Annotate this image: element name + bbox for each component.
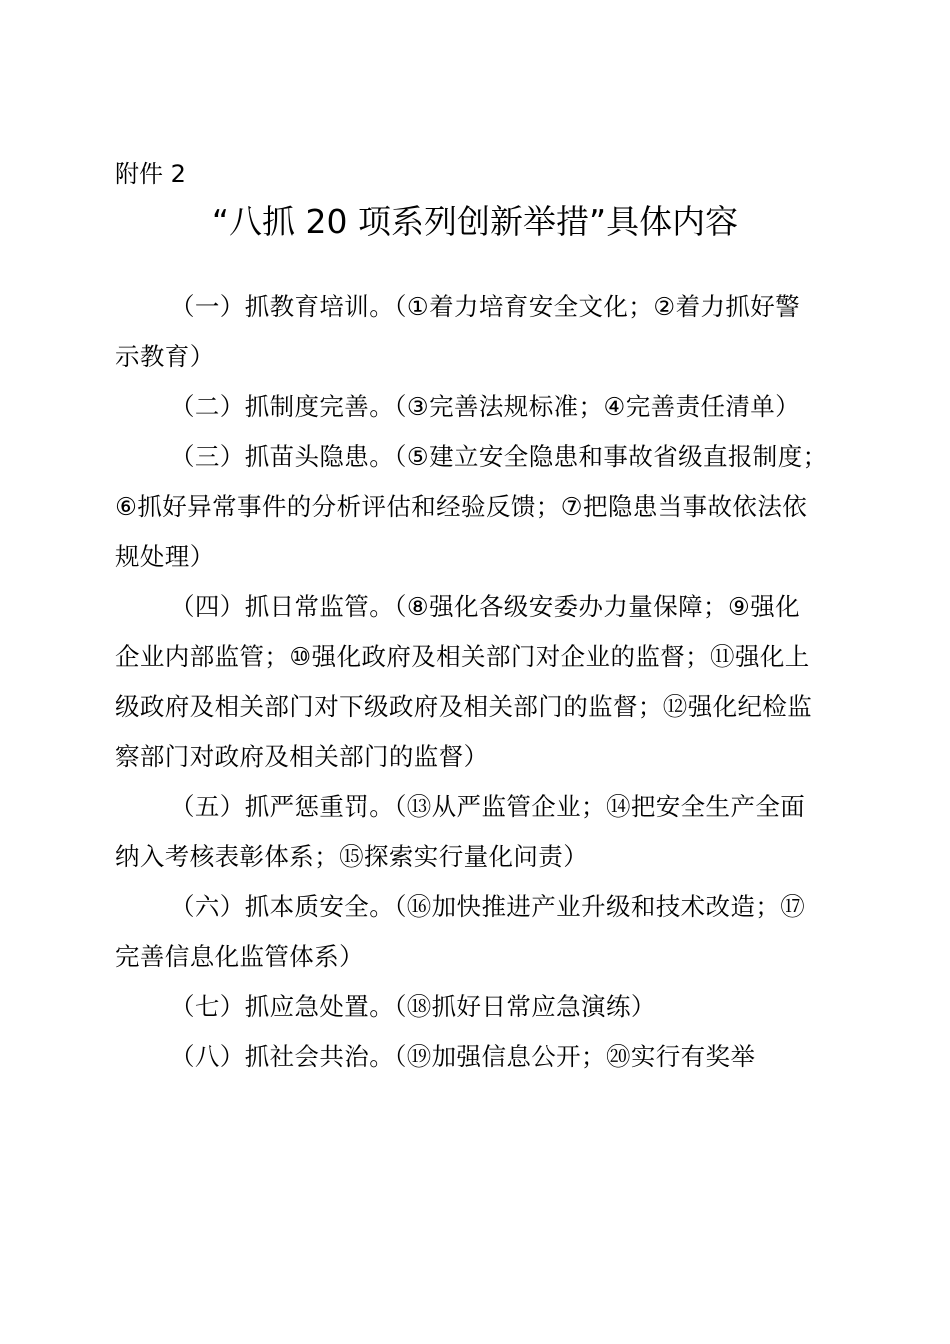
paragraph-4 (115, 582, 875, 782)
paragraph-5-line-2: 纳入考核表彰体系；⑮探索实行量化问责） (115, 842, 589, 871)
document-body (115, 282, 875, 1082)
attachment-label: 附件 2 (115, 160, 186, 188)
paragraph-1-line-1: （一）抓教育培训。（①着力培育安全文化；②着力抓好警 (170, 292, 801, 321)
paragraph-8-line-1: （八）抓社会共治。（⑲加强信息公开；⑳实行有奖举 (170, 1042, 756, 1071)
paragraph-3 (115, 432, 875, 582)
paragraph-3-line-3: 规处理） (115, 542, 215, 571)
paragraph-8 (115, 1032, 875, 1082)
paragraph-6 (115, 882, 875, 982)
paragraph-6-line-1: （六）抓本质安全。（⑯加快推进产业升级和技术改造；⑰ (170, 892, 806, 921)
paragraph-1-line-2: 示教育） (115, 342, 215, 371)
paragraph-4-line-1: （四）抓日常监管。（⑧强化各级安委办力量保障；⑨强化 (170, 592, 801, 621)
paragraph-3-line-2: ⑥抓好异常事件的分析评估和经验反馈；⑦把隐患当事故依法依 (115, 492, 808, 521)
paragraph-7 (115, 982, 875, 1032)
paragraph-1 (115, 282, 875, 382)
paragraph-5-line-1: （五）抓严惩重罚。（⑬从严监管企业；⑭把安全生产全面 (170, 792, 806, 821)
paragraph-3-line-1: （三）抓苗头隐患。（⑤建立安全隐患和事故省级直报制度； (170, 442, 828, 471)
paragraph-4-line-2: 企业内部监管；⑩强化政府及相关部门对企业的监督；⑪强化上 (115, 642, 810, 671)
paragraph-4-line-4: 察部门对政府及相关部门的监督） (115, 742, 489, 771)
document-title: “八抓 20 项系列创新举措”具体内容 (211, 202, 739, 241)
paragraph-2-line-1: （二）抓制度完善。（③完善法规标准；④完善责任清单） (170, 392, 801, 421)
paragraph-2 (115, 382, 875, 432)
paragraph-5 (115, 782, 875, 882)
paragraph-7-line-1: （七）抓应急处置。（⑱抓好日常应急演练） (170, 992, 656, 1021)
paragraph-6-line-2: 完善信息化监管体系） (115, 942, 364, 971)
paragraph-4-line-3: 级政府及相关部门对下级政府及相关部门的监督；⑫强化纪检监 (115, 692, 813, 721)
